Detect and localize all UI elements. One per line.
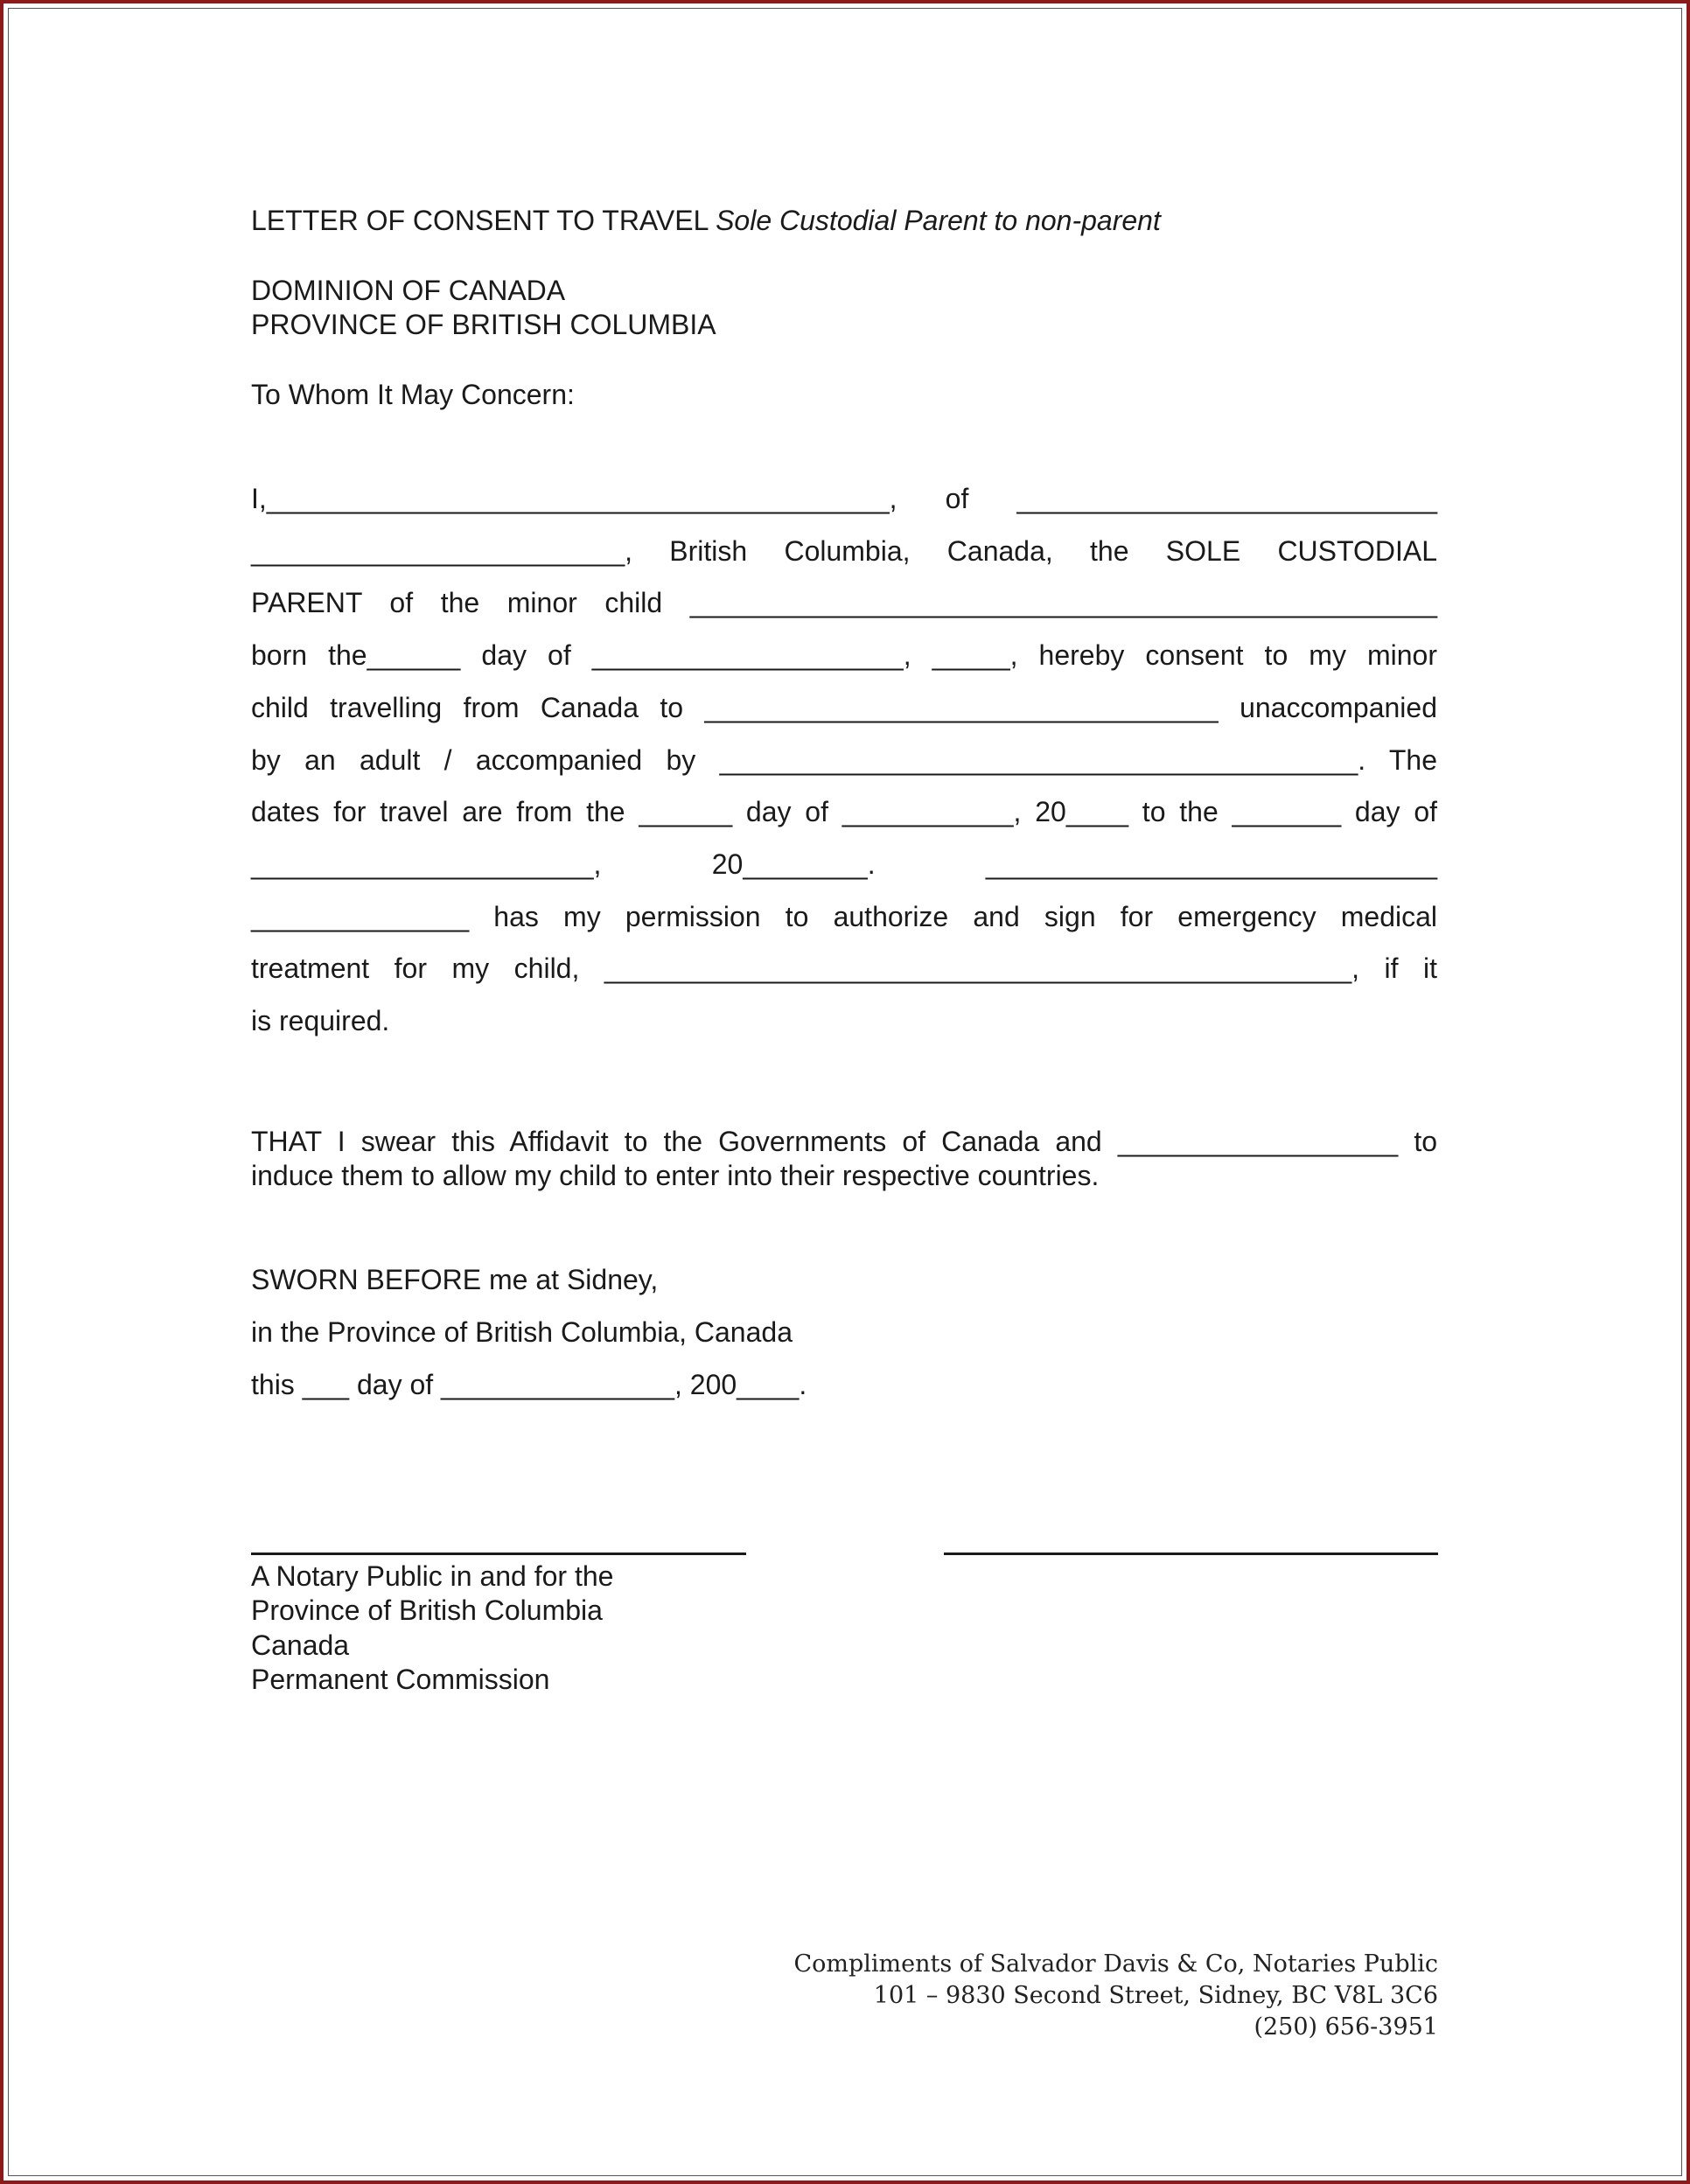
footer-phone: (250) 656-3951 <box>1254 2013 1438 2041</box>
affidavit-line: THAT I swear this Affidavit to the Governments of Canada and __________________ to <box>251 1126 1437 1157</box>
body-line: dates for travel are from the ______ day of ___________, 20____ to the _______ day of <box>251 796 1437 827</box>
parent-signature-line <box>944 1553 1438 1555</box>
body-line: born the______ day of ____________________, _____, hereby consent to my minor <box>251 639 1437 671</box>
sworn-line: SWORN BEFORE me at Sidney, <box>251 1264 659 1295</box>
notary-line: A Notary Public in and for the <box>251 1560 614 1592</box>
jurisdiction-province: PROVINCE OF BRITISH COLUMBIA <box>251 309 716 340</box>
body-line: I,________________________________________, of ___________________________ <box>251 483 1437 514</box>
body-line: is required. <box>251 1005 390 1036</box>
footer-line: Compliments of Salvador Davis & Co, Notaries Public <box>793 1950 1438 1978</box>
salutation: To Whom It May Concern: <box>251 379 575 410</box>
body-line: ________________________, British Columbia, Canada, the SOLE CUSTODIAL <box>251 535 1437 567</box>
sworn-line: this ___ day of _______________, 200____. <box>251 1369 807 1400</box>
body-line: ______________________, 20________. _____________________________ <box>251 848 1437 880</box>
title-text: LETTER OF CONSENT TO TRAVEL <box>251 205 709 236</box>
notary-signature-line <box>251 1553 746 1555</box>
title-subtitle: Sole Custodial Parent to non-parent <box>716 205 1161 236</box>
compliments-footer <box>793 1949 1438 2043</box>
body-line: PARENT of the minor child ________________________________________________ <box>251 587 1437 618</box>
body-line: treatment for my child, ________________________________________________, if it <box>251 952 1437 984</box>
notary-line: Permanent Commission <box>251 1664 550 1695</box>
body-line: ______________ has my permission to authorize and sign for emergency medical <box>251 901 1437 932</box>
body-line: by an adult / accompanied by _________________________________________. The <box>251 744 1437 776</box>
footer-address: 101 – 9830 Second Street, Sidney, BC V8L 3C6 <box>873 1982 1438 2009</box>
jurisdiction-country: DOMINION OF CANADA <box>251 275 566 306</box>
sworn-line: in the Province of British Columbia, Canada <box>251 1316 793 1348</box>
affidavit-line: induce them to allow my child to enter into their respective countries. <box>251 1160 1100 1191</box>
notary-line: Canada <box>251 1629 350 1661</box>
notary-line: Province of British Columbia <box>251 1594 603 1626</box>
body-line: child travelling from Canada to _________________________________ unaccompanied <box>251 692 1437 723</box>
document-title <box>251 203 1161 238</box>
